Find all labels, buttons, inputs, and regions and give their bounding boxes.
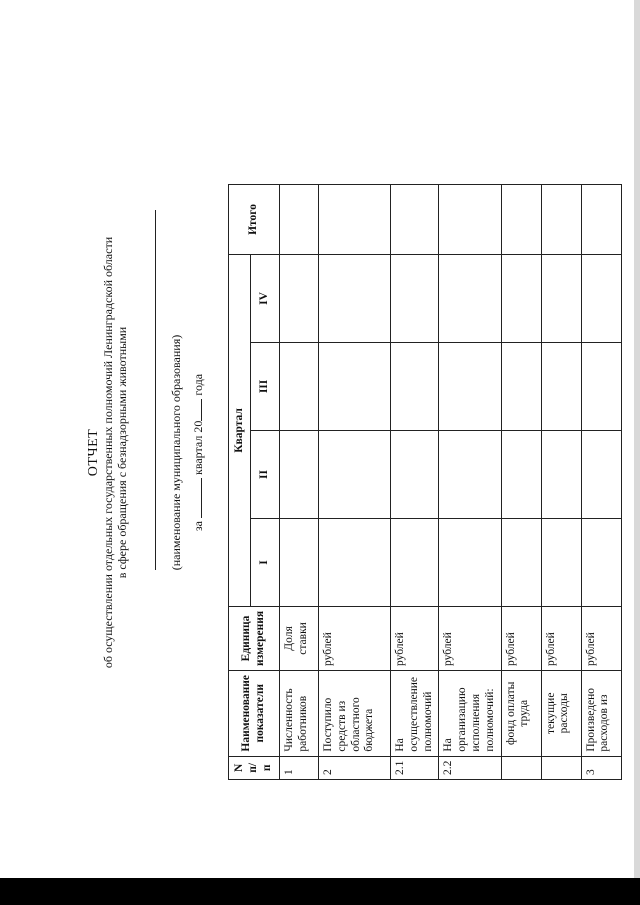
cell-q1[interactable] xyxy=(280,518,319,606)
cell-q2[interactable] xyxy=(501,430,541,518)
municipality-line xyxy=(155,210,156,570)
cell-q4[interactable] xyxy=(541,254,581,342)
cell-q2[interactable] xyxy=(581,430,621,518)
report-title: ОТЧЕТ xyxy=(86,428,101,477)
row-num xyxy=(541,756,581,779)
year-blank xyxy=(190,399,202,421)
report-subtitle-line1: об осуществлении отдельных государственных полномочий Ленинградской области xyxy=(101,236,115,669)
cell-q3[interactable] xyxy=(501,342,541,430)
header-num: N п/п xyxy=(229,756,280,779)
header-quarter: Квартал xyxy=(229,254,251,606)
scan-bottom-border xyxy=(0,878,640,905)
table-row xyxy=(280,184,319,779)
row-num: 2.2 xyxy=(439,756,501,779)
header-q2: II xyxy=(251,430,280,518)
row-name: фонд оплаты труда xyxy=(501,670,541,756)
cell-q2[interactable] xyxy=(439,430,501,518)
cell-q3[interactable] xyxy=(439,342,501,430)
cell-q4[interactable] xyxy=(280,254,319,342)
cell-q3[interactable] xyxy=(280,342,319,430)
cell-q3[interactable] xyxy=(541,342,581,430)
row-num: 2 xyxy=(319,756,391,779)
table-row xyxy=(501,184,541,779)
cell-q4[interactable] xyxy=(439,254,501,342)
cell-total[interactable] xyxy=(391,184,439,254)
cell-q4[interactable] xyxy=(391,254,439,342)
cell-q1[interactable] xyxy=(439,518,501,606)
report-subtitle-line2: в сфере обращения с безнадзорными животными xyxy=(115,326,129,579)
cell-q4[interactable] xyxy=(501,254,541,342)
cell-q1[interactable] xyxy=(501,518,541,606)
cell-total[interactable] xyxy=(541,184,581,254)
cell-q2[interactable] xyxy=(541,430,581,518)
cell-total[interactable] xyxy=(280,184,319,254)
cell-q1[interactable] xyxy=(319,518,391,606)
table-row xyxy=(581,184,621,779)
cell-q3[interactable] xyxy=(391,342,439,430)
scan-edge xyxy=(634,0,640,878)
row-num: 2.1 xyxy=(391,756,439,779)
table-row xyxy=(439,184,501,779)
period-suffix: года xyxy=(191,373,205,396)
reporting-period xyxy=(190,0,206,905)
table-row xyxy=(541,184,581,779)
header-q1: I xyxy=(251,518,280,606)
header-q3: III xyxy=(251,342,280,430)
header-total: Итого xyxy=(229,184,280,254)
report-table xyxy=(228,184,622,780)
header-name: Наименование показатели xyxy=(229,670,280,756)
cell-total[interactable] xyxy=(501,184,541,254)
header-row xyxy=(229,184,251,779)
row-name: Поступило средств из областного бюджета xyxy=(319,670,391,756)
row-unit: рублей xyxy=(391,606,439,670)
cell-q3[interactable] xyxy=(581,342,621,430)
cell-q4[interactable] xyxy=(581,254,621,342)
period-mid: квартал 20 xyxy=(191,420,205,475)
cell-q4[interactable] xyxy=(319,254,391,342)
cell-q3[interactable] xyxy=(319,342,391,430)
row-num: 1 xyxy=(280,756,319,779)
row-name: На осуществление полномочий xyxy=(391,670,439,756)
cell-q1[interactable] xyxy=(541,518,581,606)
row-unit: рублей xyxy=(581,606,621,670)
cell-total[interactable] xyxy=(439,184,501,254)
row-num xyxy=(501,756,541,779)
header-q4: IV xyxy=(251,254,280,342)
cell-q2[interactable] xyxy=(319,430,391,518)
municipality-caption: (наименование муниципального образования) xyxy=(169,334,183,571)
table-row xyxy=(319,184,391,779)
period-prefix: за xyxy=(191,520,205,532)
row-unit: рублей xyxy=(439,606,501,670)
row-num: 3 xyxy=(581,756,621,779)
cell-q1[interactable] xyxy=(581,518,621,606)
cell-q1[interactable] xyxy=(391,518,439,606)
row-unit: рублей xyxy=(319,606,391,670)
cell-total[interactable] xyxy=(319,184,391,254)
row-name: текущие расходы xyxy=(541,670,581,756)
header-unit: Единица измерения xyxy=(229,606,280,670)
row-unit: Доля ставки xyxy=(280,606,319,670)
cell-total[interactable] xyxy=(581,184,621,254)
cell-q2[interactable] xyxy=(391,430,439,518)
row-name: Численность работников xyxy=(280,670,319,756)
row-name: Произведено расходов из xyxy=(581,670,621,756)
row-unit: рублей xyxy=(501,606,541,670)
row-unit: рублей xyxy=(541,606,581,670)
quarter-blank xyxy=(190,478,202,518)
cell-q2[interactable] xyxy=(280,430,319,518)
table-row xyxy=(391,184,439,779)
row-name: На организацию исполнения полномочий: xyxy=(439,670,501,756)
